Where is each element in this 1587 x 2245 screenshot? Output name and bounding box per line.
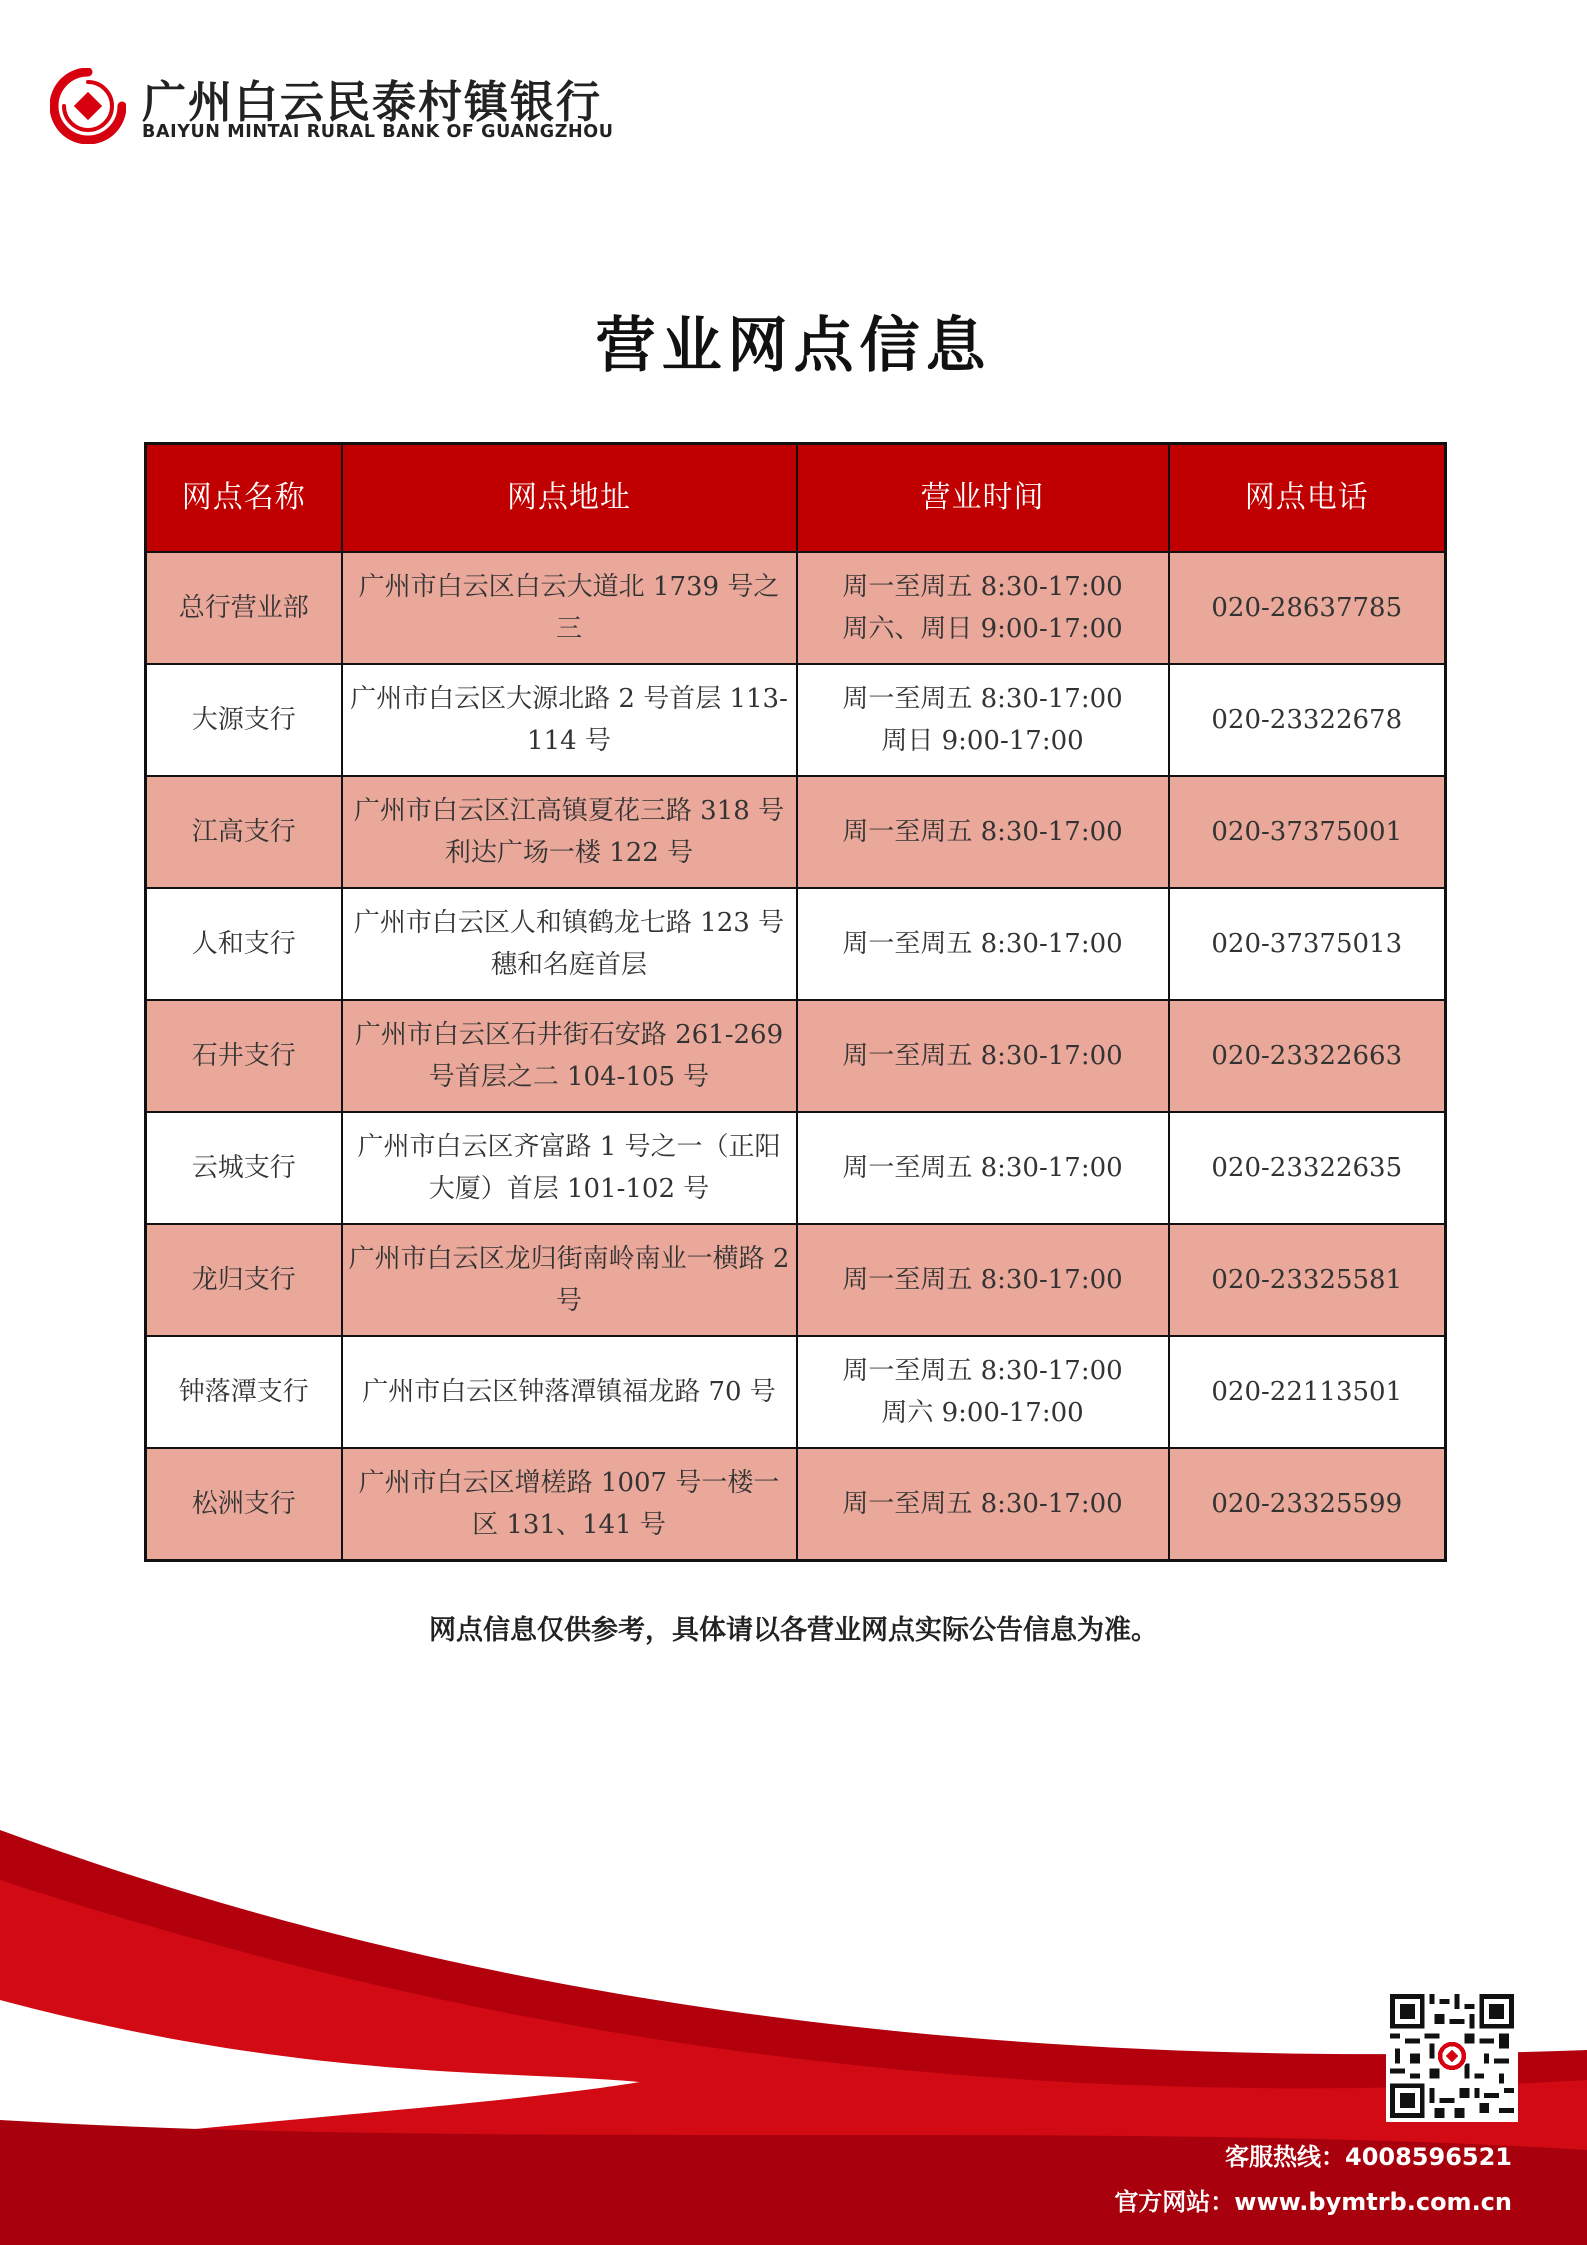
hours-line: 周一至周五 8:30-17:00	[842, 817, 1123, 847]
branch-phone: 020-37375001	[1169, 776, 1446, 888]
branch-address: 广州市白云区增槎路 1007 号一楼一区 131、141 号	[342, 1448, 797, 1561]
header-branch-address: 网点地址	[342, 444, 797, 553]
branch-table	[144, 442, 1447, 1562]
branch-phone: 020-28637785	[1169, 552, 1446, 664]
hours-line: 周一至周五 8:30-17:00	[842, 1265, 1123, 1295]
bank-logo	[50, 62, 650, 152]
branch-address: 广州市白云区石井街石安路 261-269 号首层之二 104-105 号	[342, 1000, 797, 1112]
qr-code-icon	[1390, 1994, 1514, 2118]
branch-name: 人和支行	[146, 888, 342, 1000]
table-row	[146, 1448, 1446, 1561]
branch-address: 广州市白云区人和镇鹤龙七路 123 号穗和名庭首层	[342, 888, 797, 1000]
branch-hours	[797, 888, 1169, 1000]
hours-line: 周一至周五 8:30-17:00	[842, 1489, 1123, 1519]
hours-line: 周一至周五 8:30-17:00	[842, 929, 1123, 959]
table-row	[146, 776, 1446, 888]
table-row	[146, 1000, 1446, 1112]
branch-address: 广州市白云区齐富路 1 号之一（正阳大厦）首层 101-102 号	[342, 1112, 797, 1224]
header-branch-phone: 网点电话	[1169, 444, 1446, 553]
table-row	[146, 1336, 1446, 1448]
hours-line: 周一至周五 8:30-17:00	[842, 1041, 1123, 1071]
branch-hours	[797, 552, 1169, 664]
branch-name: 江高支行	[146, 776, 342, 888]
branch-phone: 020-23322678	[1169, 664, 1446, 776]
branch-hours	[797, 1000, 1169, 1112]
table-header-row	[146, 444, 1446, 553]
branch-name: 钟落潭支行	[146, 1336, 342, 1448]
branch-hours	[797, 664, 1169, 776]
branch-phone: 020-23322635	[1169, 1112, 1446, 1224]
branch-hours	[797, 1112, 1169, 1224]
branch-phone: 020-23325581	[1169, 1224, 1446, 1336]
bank-name-en: BAIYUN MINTAI RURAL BANK OF GUANGZHOU	[142, 122, 614, 142]
branch-name: 大源支行	[146, 664, 342, 776]
hours-line: 周一至周五 8:30-17:00	[842, 684, 1123, 714]
table-row	[146, 552, 1446, 664]
branch-name: 松洲支行	[146, 1448, 342, 1561]
branch-hours	[797, 1448, 1169, 1561]
branch-address: 广州市白云区龙归街南岭南业一横路 2 号	[342, 1224, 797, 1336]
branch-address: 广州市白云区大源北路 2 号首层 113-114 号	[342, 664, 797, 776]
hours-line: 周六 9:00-17:00	[881, 1398, 1084, 1428]
branch-hours	[797, 1336, 1169, 1448]
branch-address: 广州市白云区钟落潭镇福龙路 70 号	[342, 1336, 797, 1448]
customer-hotline: 客服热线：4008596521	[1225, 2143, 1512, 2171]
header-business-hours: 营业时间	[797, 444, 1169, 553]
branch-phone: 020-23325599	[1169, 1448, 1446, 1561]
disclaimer-note: 网点信息仅供参考，具体请以各营业网点实际公告信息为准。	[429, 1615, 1158, 1646]
table-row	[146, 1224, 1446, 1336]
hours-line: 周六、周日 9:00-17:00	[842, 614, 1123, 644]
header-branch-name: 网点名称	[146, 444, 342, 553]
table-row	[146, 888, 1446, 1000]
branch-hours	[797, 776, 1169, 888]
official-website[interactable]: 官方网站：www.bymtrb.com.cn	[1114, 2188, 1512, 2216]
branch-hours	[797, 1224, 1169, 1336]
hours-line: 周一至周五 8:30-17:00	[842, 1153, 1123, 1183]
hours-line: 周一至周五 8:30-17:00	[842, 1356, 1123, 1386]
branch-phone: 020-23322663	[1169, 1000, 1446, 1112]
qr-code	[1386, 1990, 1518, 2122]
branch-address: 广州市白云区江高镇夏花三路 318 号利达广场一楼 122 号	[342, 776, 797, 888]
page-title: 营业网点信息	[595, 311, 992, 381]
branch-name: 龙归支行	[146, 1224, 342, 1336]
bank-logo-icon	[50, 68, 126, 144]
table-row	[146, 1112, 1446, 1224]
branch-name: 石井支行	[146, 1000, 342, 1112]
branch-address: 广州市白云区白云大道北 1739 号之三	[342, 552, 797, 664]
hours-line: 周一至周五 8:30-17:00	[842, 572, 1123, 602]
branch-name: 总行营业部	[146, 552, 342, 664]
branch-phone: 020-22113501	[1169, 1336, 1446, 1448]
branch-name: 云城支行	[146, 1112, 342, 1224]
table-row	[146, 664, 1446, 776]
bank-name-cn: 广州白云民泰村镇银行	[142, 77, 602, 128]
branch-phone: 020-37375013	[1169, 888, 1446, 1000]
hours-line: 周日 9:00-17:00	[881, 726, 1084, 756]
